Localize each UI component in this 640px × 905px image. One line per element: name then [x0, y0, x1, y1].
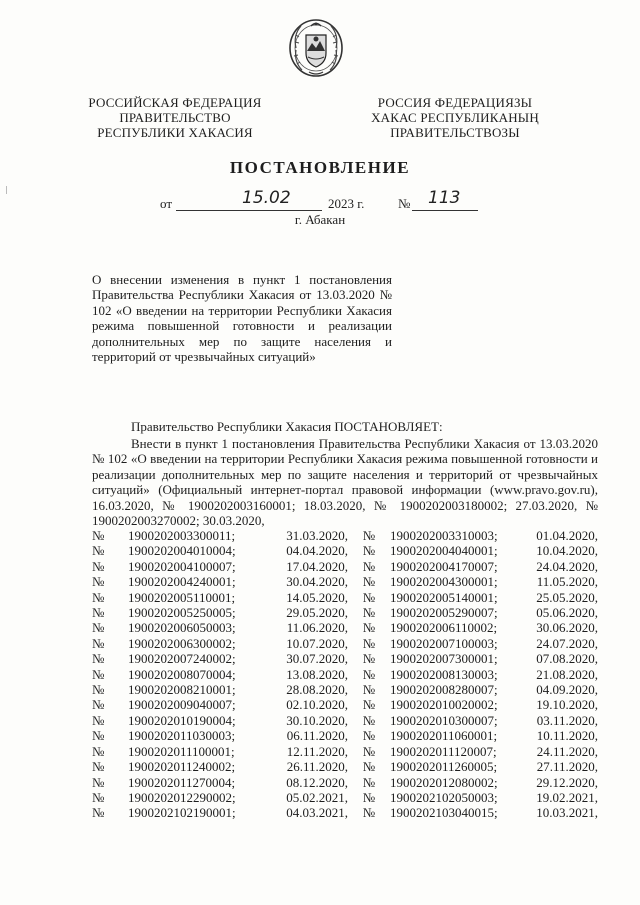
number-sign: № — [92, 620, 105, 636]
number-sign: № — [362, 682, 376, 698]
handwritten-date: 15.02 — [242, 188, 291, 208]
number-sign: № — [362, 651, 376, 667]
date-blank-line — [176, 210, 322, 211]
publication-date: 29.05.2020, — [286, 605, 348, 621]
table-row — [92, 590, 598, 605]
subject-block: О внесении изменения в пункт 1 постановления Правительства Республики Хакасия от 13.03.2020 № 102 «О введении на территории Республики Хакасия режима повышенной готовности и реализации дополнительных мер по защите населения и территорий от чрезвычайных ситуаций» — [92, 272, 392, 365]
number-sign: № — [92, 589, 105, 605]
registration-number: 1900202008280007; — [390, 682, 498, 698]
registration-number: 1900202008210001; — [128, 682, 236, 698]
publication-date: 14.05.2020, — [286, 589, 348, 605]
number-label: № — [398, 196, 411, 211]
table-row — [92, 744, 598, 759]
table-row — [92, 651, 598, 666]
registration-number: 1900202102190001; — [128, 805, 236, 821]
number-sign: № — [362, 666, 376, 682]
registration-number: 1900202004170007; — [390, 558, 498, 574]
registration-number: 1900202007100003; — [390, 635, 498, 651]
table-row — [92, 543, 598, 558]
publication-date: 19.10.2020, — [536, 697, 598, 713]
from-label: от — [160, 196, 173, 211]
registration-number: 1900202005250005; — [128, 605, 236, 621]
publication-date: 30.07.2020, — [286, 651, 348, 667]
document-title: ПОСТАНОВЛЕНИЕ — [229, 158, 411, 177]
publication-date: 12.11.2020, — [286, 743, 348, 759]
number-sign: № — [92, 682, 105, 698]
number-sign: № — [92, 666, 105, 682]
registration-number: 1900202010020002; — [390, 697, 498, 713]
registration-number: 1900202011240002; — [128, 759, 236, 775]
number-sign: № — [362, 805, 376, 821]
number-sign: № — [92, 651, 105, 667]
publication-date: 21.08.2020, — [536, 666, 598, 682]
number-sign: № — [92, 743, 105, 759]
number-sign: № — [92, 805, 105, 821]
registration-number: 1900202102050003; — [390, 789, 498, 805]
publication-date: 26.11.2020, — [286, 759, 348, 775]
publication-date: 06.11.2020, — [286, 728, 348, 744]
number-sign: № — [362, 712, 376, 728]
publication-date: 31.03.2020, — [286, 528, 348, 543]
number-sign: № — [362, 620, 376, 636]
number-sign: № — [92, 605, 105, 621]
number-sign: № — [362, 728, 376, 744]
number-sign: № — [362, 789, 376, 805]
header-right-line: ХАКАС РЕСПУБЛИКАНЫҢ — [371, 110, 539, 125]
publication-date: 08.12.2020, — [286, 774, 348, 790]
number-sign: № — [92, 759, 105, 775]
number-sign: № — [362, 589, 376, 605]
margin-mark — [6, 186, 7, 194]
publication-date: 10.03.2021, — [536, 805, 598, 821]
registration-number: 1900202007240002; — [128, 651, 236, 667]
coat-of-arms-emblem — [287, 17, 345, 79]
registration-number: 1900202007300001; — [390, 651, 498, 667]
header-left-line: ПРАВИТЕЛЬСТВО — [119, 110, 231, 125]
header-left-line: РЕСПУБЛИКИ ХАКАСИЯ — [97, 125, 253, 140]
publication-date: 02.10.2020, — [286, 697, 348, 713]
number-sign: № — [92, 789, 105, 805]
number-sign: № — [362, 574, 376, 590]
registration-number: 1900202004010004; — [128, 543, 236, 559]
number-sign: № — [362, 759, 376, 775]
table-row — [92, 728, 598, 743]
table-row — [92, 805, 598, 820]
number-sign: № — [362, 743, 376, 759]
registration-number: 1900202004040001; — [390, 543, 498, 559]
city: г. Абакан — [294, 212, 346, 227]
number-sign: № — [362, 697, 376, 713]
publication-date: 04.04.2020, — [286, 543, 348, 559]
registration-number: 1900202010300007; — [390, 712, 498, 728]
registration-number: 1900202010190004; — [128, 712, 236, 728]
publication-date: 11.05.2020, — [536, 574, 598, 590]
registration-number: 1900202004240001; — [128, 574, 236, 590]
number-blank-line — [412, 210, 478, 211]
registration-number: 1900202008130003; — [390, 666, 498, 682]
number-sign: № — [362, 635, 376, 651]
registration-number: 1900202012080002; — [390, 774, 498, 790]
registration-number: 1900202006050003; — [128, 620, 236, 636]
publication-date: 30.10.2020, — [286, 712, 348, 728]
registration-number: 1900202011120007; — [390, 743, 497, 759]
table-row — [92, 528, 598, 543]
publication-date: 28.08.2020, — [286, 682, 348, 698]
header-left-line: РОССИЙСКАЯ ФЕДЕРАЦИЯ — [88, 95, 262, 110]
registration-number: 1900202003300011; — [128, 528, 236, 543]
publication-date: 05.02.2021, — [286, 789, 348, 805]
table-row — [92, 667, 598, 682]
registration-number: 1900202011270004; — [128, 774, 236, 790]
number-sign: № — [92, 543, 105, 559]
publication-date: 24.11.2020, — [536, 743, 598, 759]
number-sign: № — [92, 697, 105, 713]
header-right-line: ПРАВИТЕЛЬСТВОЗЫ — [390, 125, 520, 140]
table-row — [92, 559, 598, 574]
registration-number: 1900202003310003; — [390, 528, 498, 543]
registration-number: 1900202011030003; — [128, 728, 236, 744]
registration-number: 1900202004100007; — [128, 558, 236, 574]
publication-date: 04.03.2021, — [286, 805, 348, 821]
publication-date: 17.04.2020, — [286, 558, 348, 574]
publication-date: 27.11.2020, — [536, 759, 598, 775]
table-row — [92, 682, 598, 697]
table-row — [92, 790, 598, 805]
table-row — [92, 636, 598, 651]
registration-number: 1900202103040015; — [390, 805, 498, 821]
table-row — [92, 574, 598, 589]
registration-number: 1900202005290007; — [390, 605, 498, 621]
publication-date: 03.11.2020, — [536, 712, 598, 728]
number-sign: № — [92, 574, 105, 590]
header-right-line: РОССИЯ ФЕДЕРАЦИЯЗЫ — [377, 95, 533, 110]
number-sign: № — [92, 774, 105, 790]
header-left — [85, 95, 265, 140]
registration-number: 1900202012290002; — [128, 789, 236, 805]
publication-date: 07.08.2020, — [536, 651, 598, 667]
registration-number: 1900202005110001; — [128, 589, 236, 605]
publication-date: 10.07.2020, — [286, 635, 348, 651]
registration-number: 1900202009040007; — [128, 697, 236, 713]
number-sign: № — [92, 528, 105, 543]
publication-date: 24.04.2020, — [536, 558, 598, 574]
number-sign: № — [92, 558, 105, 574]
number-sign: № — [362, 605, 376, 621]
table-row — [92, 713, 598, 728]
publication-date: 30.04.2020, — [286, 574, 348, 590]
registration-number: 1900202005140001; — [390, 589, 498, 605]
resolves-line: Правительство Республики Хакасия ПОСТАНОВЛЯЕТ: — [131, 419, 443, 434]
table-row — [92, 697, 598, 712]
handwritten-number: 113 — [428, 188, 461, 208]
year-text: 2023 г. — [328, 196, 365, 211]
publication-date: 10.04.2020, — [536, 543, 598, 559]
registration-number: 1900202011060001; — [390, 728, 498, 744]
publication-date: 13.08.2020, — [286, 666, 348, 682]
table-body — [92, 528, 598, 821]
publication-date: 24.07.2020, — [536, 635, 598, 651]
number-sign: № — [362, 558, 376, 574]
table-row — [92, 759, 598, 774]
publication-date: 04.09.2020, — [536, 682, 598, 698]
number-sign: № — [362, 528, 376, 543]
publication-date: 30.06.2020, — [536, 620, 598, 636]
registration-number: 1900202011100001; — [128, 743, 235, 759]
number-sign: № — [362, 774, 376, 790]
publication-date: 19.02.2021, — [536, 789, 598, 805]
publication-date: 25.05.2020, — [536, 589, 598, 605]
publication-date: 11.06.2020, — [286, 620, 348, 636]
publication-date: 05.06.2020, — [536, 605, 598, 621]
registration-number: 1900202011260005; — [390, 759, 498, 775]
number-sign: № — [362, 543, 376, 559]
table-row — [92, 620, 598, 635]
registration-number: 1900202008070004; — [128, 666, 236, 682]
number-sign: № — [92, 728, 105, 744]
table-row — [92, 605, 598, 620]
number-sign: № — [92, 712, 105, 728]
header-right — [365, 95, 545, 140]
registration-number: 1900202006110002; — [390, 620, 498, 636]
registration-number: 1900202004300001; — [390, 574, 498, 590]
number-sign: № — [92, 635, 105, 651]
body-paragraph: Внести в пункт 1 постановления Правительства Республики Хакасия от 13.03.2020 № 102 «О введении на территории Республики Хакасия режима повышенной готовности и реализации дополнительных мер по защите населения и территорий от чрезвычайных ситуаций» (Официальный интернет-портал правовой информации (www.pravo.gov.ru), 16.03.2020, № 1900202003160001; 18.03.2020, № 1900202003180002; 27.03.2020, № 1900202003270002; 30.03.2020, — [92, 436, 598, 529]
registration-number: 1900202006300002; — [128, 635, 236, 651]
registration-numbers-table — [92, 528, 598, 821]
table-row — [92, 775, 598, 790]
publication-date: 10.11.2020, — [536, 728, 598, 744]
publication-date: 01.04.2020, — [536, 528, 598, 543]
publication-date: 29.12.2020, — [536, 774, 598, 790]
